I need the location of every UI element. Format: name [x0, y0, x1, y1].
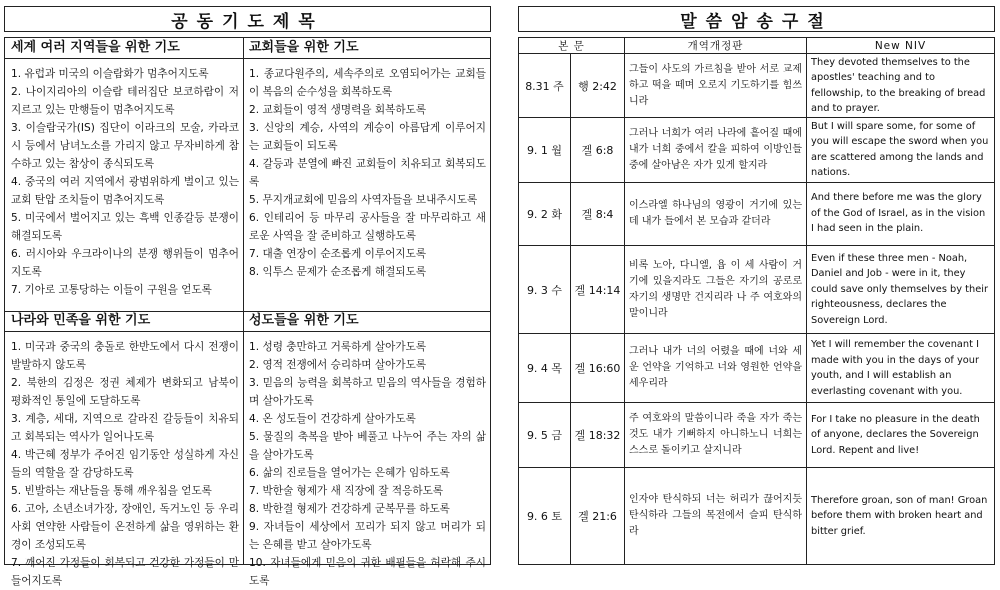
saints-prayer-section [243, 311, 490, 590]
verse-date: 9. 2 화 [519, 182, 571, 245]
verse-date: 9. 6 토 [519, 468, 571, 565]
verse-row [519, 468, 995, 565]
prayer-item: 3. 계층, 세대, 지역으로 갈라진 갈등들이 치유되고 회복되는 역사가 일어나도록 [11, 413, 239, 443]
verse-korean-text: 그러나 내가 너의 어렸을 때에 너와 세운 언약을 기억하고 너와 영원한 언약을 세우리라 [625, 334, 807, 402]
verse-reference: 행 2:42 [571, 54, 625, 118]
prayer-item: 2. 교회들이 영적 생명력을 회복하도록 [249, 104, 427, 116]
prayer-item: 5. 빈발하는 재난들을 통해 깨우침을 얻도록 [11, 485, 212, 497]
verse-korean-text: 주 여호와의 말씀이니라 죽을 자가 죽는 것도 내가 기뻐하지 아니하노니 너희는 스스로 돌이키고 살지니라 [625, 402, 807, 467]
verse-row [519, 334, 995, 402]
prayer-list [249, 338, 486, 590]
verse-panel [518, 6, 995, 538]
section-heading: 나라와 민족을 위한 기도 [5, 311, 243, 332]
prayer-item: 10. 자녀들에게 믿음의 귀한 배필들을 허락해 주시도록 [249, 557, 486, 587]
verse-header-row [519, 38, 995, 54]
verse-date: 9. 1 월 [519, 118, 571, 182]
verse-title: 말씀암송구절 [518, 6, 995, 32]
prayer-item: 5. 미국에서 벌어지고 있는 흑백 인종갈등 분쟁이 해결되도록 [11, 212, 239, 242]
prayer-item: 7. 기아로 고통당하는 이들이 구원을 얻도록 [11, 284, 212, 296]
prayer-panel [4, 6, 491, 587]
verse-row [519, 118, 995, 182]
prayer-item: 6. 삶의 진로들을 열어가는 은혜가 임하도록 [249, 467, 450, 479]
prayer-item: 1. 종교다원주의, 세속주의로 오염되어가는 교회들이 복음의 순수성을 회복하도록 [249, 68, 486, 98]
prayer-item: 4. 온 성도들이 건강하게 살아가도록 [249, 413, 416, 425]
prayer-item: 7. 박한술 형제가 새 직장에 잘 적응하도록 [249, 485, 444, 497]
korean-header: 개역개정판 [625, 38, 807, 54]
prayer-item: 6. 러시아와 우크라이나의 분쟁 행위들이 멈추어지도록 [11, 248, 239, 278]
ref-header: 본 문 [519, 38, 625, 54]
prayer-title: 공동기도제목 [4, 6, 491, 32]
verse-row [519, 182, 995, 245]
verse-reference: 겔 14:14 [571, 245, 625, 334]
prayer-item: 3. 믿음의 능력을 회복하고 믿음의 역사들을 경험하며 살아가도록 [249, 377, 486, 407]
prayer-item: 5. 무지개교회에 믿음의 사역자들을 보내주시도록 [249, 194, 478, 206]
prayer-item: 4. 중국의 여러 지역에서 광범위하게 벌이고 있는 교회 탄압 조치들이 멈추어지도록 [11, 176, 239, 206]
prayer-item: 7. 깨어진 가정들이 회복되고 건강한 가정들이 만들어지도록 [11, 557, 239, 587]
world-prayer-section [5, 38, 243, 299]
prayer-item: 3. 신앙의 계승, 사역의 계승이 아름답게 이루어지는 교회들이 되도록 [249, 122, 486, 152]
verse-niv-text: Yet I will remember the covenant I made with you in the days of your youth, and I will establish an everlasting covenant with you. [807, 334, 995, 402]
prayer-item: 2. 나이지리아의 이슬람 테러집단 보코하람이 저지르고 있는 만행들이 멈추어지도록 [11, 86, 239, 116]
verse-korean-text: 이스라엘 하나님의 영광이 거기에 있는데 내가 들에서 본 모습과 같더라 [625, 182, 807, 245]
verse-niv-text: And there before me was the glory of the God of Israel, as in the vision I had seen in the plain. [807, 182, 995, 245]
section-heading: 세계 여러 지역들을 위한 기도 [5, 38, 243, 59]
prayer-item: 7. 대출 연장이 순조롭게 이루어지도록 [249, 248, 427, 260]
prayer-item: 6. 고아, 소년소녀가장, 장애인, 독거노인 등 우리 사회 연약한 사람들이 온전하게 삶을 영위하는 환경이 조성되도록 [11, 503, 239, 551]
verse-korean-text: 인자야 탄식하되 너는 허리가 끊어지듯 탄식하라 그들의 목전에서 슬피 탄식하라 [625, 468, 807, 565]
prayer-item: 9. 자녀들이 세상에서 꼬리가 되지 않고 머리가 되는 은혜를 받고 살아가도록 [249, 521, 486, 551]
prayer-item: 6. 인테리어 등 마무리 공사들을 잘 마무리하고 새로운 사역을 잘 준비하고 실행하도록 [249, 212, 486, 242]
church-prayer-section [243, 38, 490, 281]
verse-korean-text: 비록 노아, 다니엘, 욥 이 세 사람이 거기에 있을지라도 그들은 자기의 공로로 자기의 생명만 건지리라 나 주 여호와의 말이니라 [625, 245, 807, 334]
prayer-item: 3. 이슬람국가(IS) 집단이 이라크의 모술, 카라코시 등에서 남녀노소를 가리지 않고 무자비하게 참수하고 있는 참상이 종식되도록 [11, 122, 239, 170]
prayer-item: 1. 성령 충만하고 거룩하게 살아가도록 [249, 341, 427, 353]
prayer-item: 8. 박한결 형제가 건강하게 군복무를 하도록 [249, 503, 450, 515]
verse-date: 9. 5 금 [519, 402, 571, 467]
section-heading: 성도들을 위한 기도 [243, 311, 490, 332]
nation-prayer-section [5, 311, 243, 590]
prayer-item: 2. 영적 전쟁에서 승리하며 살아가도록 [249, 359, 427, 371]
niv-header: New NIV [807, 38, 995, 54]
prayer-item: 5. 물질의 축복을 받아 베풀고 나누어 주는 자의 삶을 살아가도록 [249, 431, 486, 461]
verse-niv-text: For I take no pleasure in the death of anyone, declares the Sovereign Lord. Repent and live! [807, 402, 995, 467]
verse-date: 9. 4 목 [519, 334, 571, 402]
verse-reference: 겔 16:60 [571, 334, 625, 402]
prayer-item: 1. 미국과 중국의 충돌로 한반도에서 다시 전쟁이 발발하지 않도록 [11, 341, 239, 371]
verse-reference: 겔 18:32 [571, 402, 625, 467]
verse-date: 9. 3 수 [519, 245, 571, 334]
verse-korean-text: 그들이 사도의 가르침을 받아 서로 교제하고 떡을 떼며 오로지 기도하기를 힘쓰니라 [625, 54, 807, 118]
verse-niv-text: But I will spare some, for some of you will escape the sword when you are scattered among the lands and nations. [807, 118, 995, 182]
prayer-item: 4. 박근혜 정부가 주어진 임기동안 성실하게 자신들의 역할을 잘 감당하도록 [11, 449, 239, 479]
prayer-item: 4. 갈등과 분열에 빠진 교회들이 치유되고 회복되도록 [249, 158, 486, 188]
verse-reference: 겔 6:8 [571, 118, 625, 182]
prayer-item: 1. 유럽과 미국의 이슬람화가 멈추어지도록 [11, 68, 209, 80]
prayer-item: 2. 북한의 김정은 정권 체제가 변화되고 남북이 평화적인 통일에 도달하도록 [11, 377, 239, 407]
prayer-item: 8. 익투스 문제가 순조롭게 해결되도록 [249, 266, 427, 278]
verse-niv-text: They devoted themselves to the apostles' teaching and to fellowship, to the breaking of bread and to prayer. [807, 54, 995, 118]
verse-rows [519, 54, 995, 565]
verse-korean-text: 그러나 너희가 여러 나라에 흩어질 때에 내가 너희 중에서 칼을 피하여 이방인들 중에 살아남은 자가 있게 할지라 [625, 118, 807, 182]
verse-row [519, 54, 995, 118]
prayer-list [11, 65, 239, 299]
verse-table [518, 37, 995, 565]
prayer-grid [4, 37, 491, 587]
verse-reference: 겔 21:6 [571, 468, 625, 565]
verse-niv-text: Even if these three men - Noah, Daniel and Job - were in it, they could save only themselves by their righteousness, declares the Sovereign Lord. [807, 245, 995, 334]
verse-row [519, 402, 995, 467]
prayer-list [249, 65, 486, 281]
verse-niv-text: Therefore groan, son of man! Groan before them with broken heart and bitter grief. [807, 468, 995, 565]
verse-date: 8.31 주 [519, 54, 571, 118]
verse-reference: 겔 8:4 [571, 182, 625, 245]
prayer-list [11, 338, 239, 590]
section-heading: 교회들을 위한 기도 [243, 38, 490, 59]
verse-row [519, 245, 995, 334]
